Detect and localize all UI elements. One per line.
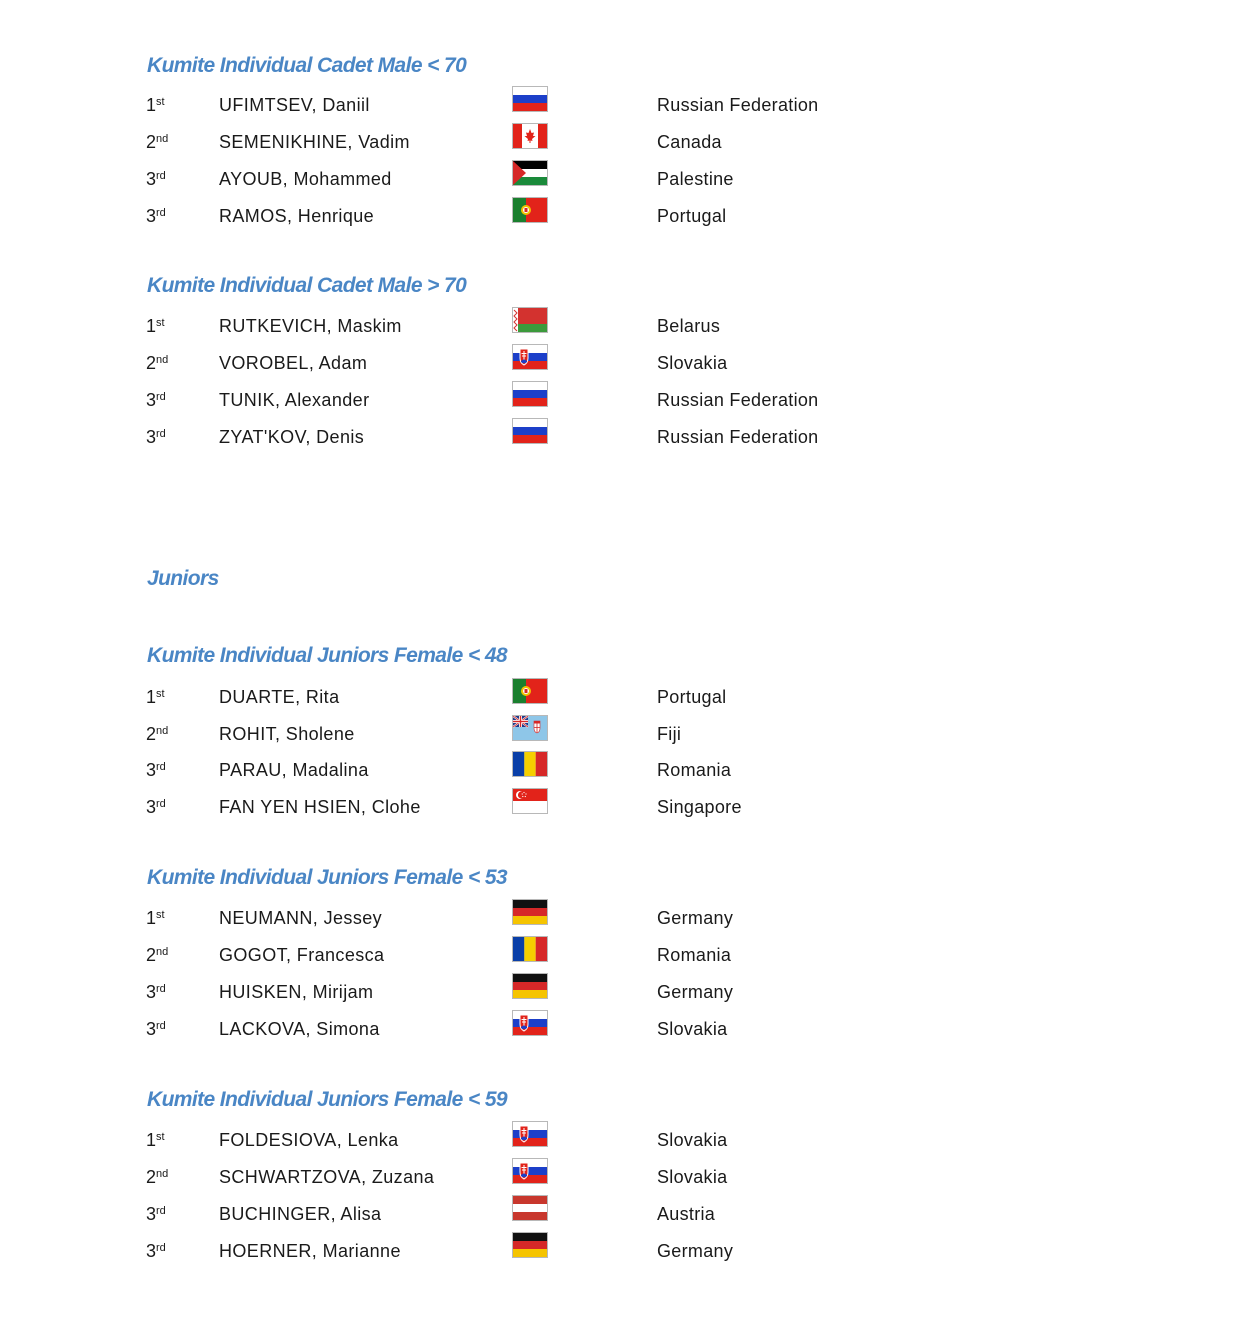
athlete-name: ZYAT'KOV, Denis [219,427,365,447]
rank: 1st [146,687,165,707]
result-row [0,1237,1241,1265]
slovakia-flag-icon [512,344,548,370]
juniors-heading: Juniors [147,567,219,590]
result-row [0,128,1241,156]
athlete-name: UFIMTSEV, Daniil [219,95,370,115]
country-name: Portugal [657,206,727,226]
rank: 3rd [146,982,166,1002]
country-name: Austria [657,1204,716,1224]
athlete-name: SEMENIKHINE, Vadim [219,132,410,152]
athlete-name: FOLDESIOVA, Lenka [219,1130,399,1150]
result-row [0,1200,1241,1228]
country-name: Slovakia [657,353,728,373]
country-name: Fiji [657,724,682,744]
result-row [0,165,1241,193]
country-name: Slovakia [657,1167,728,1187]
athlete-name: BUCHINGER, Alisa [219,1204,382,1224]
result-row [0,720,1241,748]
result-row [0,978,1241,1006]
rank: 2nd [146,353,169,373]
athlete-name: LACKOVA, Simona [219,1019,380,1039]
rank: 2nd [146,724,169,744]
result-row [0,793,1241,821]
section-heading: Kumite Individual Cadet Male < 70 [147,54,467,77]
result-row [0,1015,1241,1043]
belarus-flag-icon [512,307,548,333]
athlete-name: HUISKEN, Mirijam [219,982,374,1002]
result-row [0,904,1241,932]
germany-flag-icon [512,1232,548,1258]
athlete-name: RAMOS, Henrique [219,206,375,226]
singapore-flag-icon [512,788,548,814]
portugal-flag-icon [512,197,548,223]
portugal-flag-icon [512,678,548,704]
result-row [0,91,1241,119]
country-name: Russian Federation [657,390,819,410]
country-name: Russian Federation [657,427,819,447]
section-heading: Kumite Individual Juniors Female < 48 [147,644,507,667]
section-heading: Kumite Individual Cadet Male > 70 [147,274,467,297]
country-name: Germany [657,908,734,928]
rank: 3rd [146,1204,166,1224]
rank: 3rd [146,390,166,410]
athlete-name: TUNIK, Alexander [219,390,370,410]
slovakia-flag-icon [512,1121,548,1147]
rank: 3rd [146,169,166,189]
slovakia-flag-icon [512,1010,548,1036]
country-name: Germany [657,982,734,1002]
austria-flag-icon [512,1195,548,1221]
result-row [0,386,1241,414]
athlete-name: GOGOT, Francesca [219,945,385,965]
country-name: Palestine [657,169,734,189]
result-row [0,312,1241,340]
result-row [0,941,1241,969]
rank: 2nd [146,132,169,152]
athlete-name: RUTKEVICH, Maskim [219,316,402,336]
athlete-name: NEUMANN, Jessey [219,908,383,928]
country-name: Canada [657,132,722,152]
rank: 1st [146,908,165,928]
result-row [0,683,1241,711]
rank: 1st [146,316,165,336]
germany-flag-icon [512,899,548,925]
country-name: Portugal [657,687,727,707]
germany-flag-icon [512,973,548,999]
result-row [0,756,1241,784]
athlete-name: ROHIT, Sholene [219,724,355,744]
athlete-name: VOROBEL, Adam [219,353,368,373]
country-name: Slovakia [657,1019,728,1039]
rank: 1st [146,95,165,115]
canada-flag-icon [512,123,548,149]
slovakia-flag-icon [512,1158,548,1184]
result-row [0,1126,1241,1154]
rank: 3rd [146,206,166,226]
result-row [0,349,1241,377]
section-heading: Kumite Individual Juniors Female < 53 [147,866,507,889]
romania-flag-icon [512,751,548,777]
section-heading: Kumite Individual Juniors Female < 59 [147,1088,507,1111]
athlete-name: SCHWARTZOVA, Zuzana [219,1167,435,1187]
russia-flag-icon [512,381,548,407]
palestine-flag-icon [512,160,548,186]
rank: 2nd [146,945,169,965]
fiji-flag-icon [512,715,548,741]
rank: 3rd [146,760,166,780]
romania-flag-icon [512,936,548,962]
athlete-name: AYOUB, Mohammed [219,169,392,189]
russia-flag-icon [512,418,548,444]
result-row [0,1163,1241,1191]
country-name: Russian Federation [657,95,819,115]
country-name: Belarus [657,316,721,336]
athlete-name: HOERNER, Marianne [219,1241,401,1261]
country-name: Romania [657,760,732,780]
rank: 3rd [146,427,166,447]
country-name: Germany [657,1241,734,1261]
athlete-name: PARAU, Madalina [219,760,369,780]
country-name: Slovakia [657,1130,728,1150]
rank: 1st [146,1130,165,1150]
rank: 3rd [146,797,166,817]
country-name: Romania [657,945,732,965]
rank: 3rd [146,1019,166,1039]
athlete-name: DUARTE, Rita [219,687,340,707]
athlete-name: FAN YEN HSIEN, Clohe [219,797,421,817]
rank: 2nd [146,1167,169,1187]
russia-flag-icon [512,86,548,112]
result-row [0,202,1241,230]
country-name: Singapore [657,797,742,817]
result-row [0,423,1241,451]
rank: 3rd [146,1241,166,1261]
